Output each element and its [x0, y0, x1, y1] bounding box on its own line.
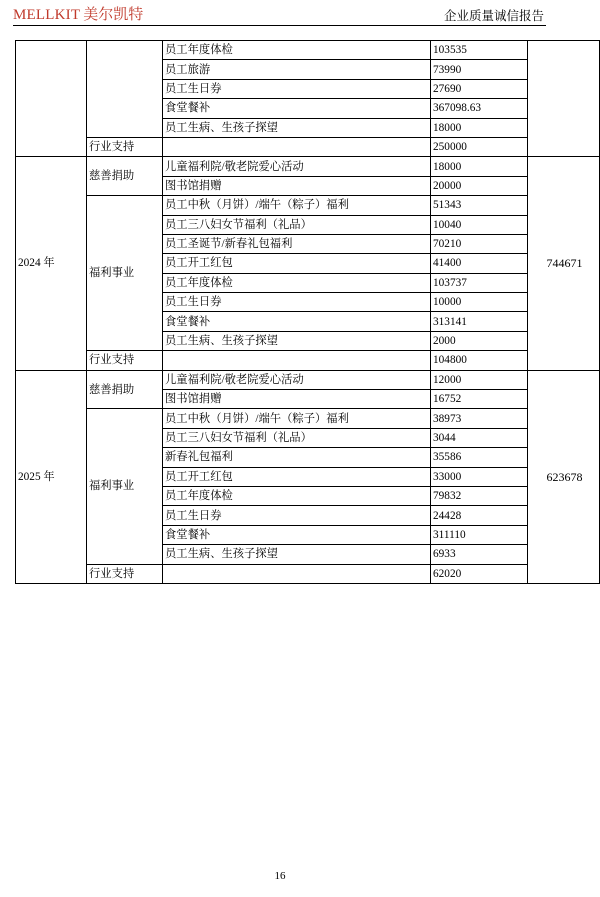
item-cell: 儿童福利院/敬老院爱心活动 — [163, 370, 431, 389]
item-cell: 员工年度体检 — [163, 41, 431, 60]
year-cell: 2024 年 — [16, 157, 87, 370]
item-cell: 员工中秋（月饼）/端午（粽子）福利 — [163, 409, 431, 428]
amount-cell: 38973 — [431, 409, 528, 428]
amount-cell: 103737 — [431, 273, 528, 292]
amount-cell: 311110 — [431, 525, 528, 544]
amount-cell: 20000 — [431, 176, 528, 195]
amount-cell: 35586 — [431, 448, 528, 467]
item-cell: 员工中秋（月饼）/端午（粽子）福利 — [163, 196, 431, 215]
amount-cell: 70210 — [431, 234, 528, 253]
item-cell: 员工开工红包 — [163, 254, 431, 273]
item-cell: 图书馆捐赠 — [163, 390, 431, 409]
total-cell: 623678 — [528, 370, 600, 583]
category-cell: 行业支持 — [87, 137, 163, 156]
amount-cell: 33000 — [431, 467, 528, 486]
amount-cell: 51343 — [431, 196, 528, 215]
brand-cjk: 美尔凯特 — [83, 7, 144, 23]
category-cell — [87, 41, 163, 138]
category-cell: 福利事业 — [87, 196, 163, 351]
item-cell: 员工圣诞节/新春礼包福利 — [163, 234, 431, 253]
item-cell: 员工三八妇女节福利（礼品） — [163, 215, 431, 234]
item-cell: 图书馆捐赠 — [163, 176, 431, 195]
amount-cell: 250000 — [431, 137, 528, 156]
table-row — [16, 564, 600, 583]
category-cell: 行业支持 — [87, 351, 163, 370]
year-cell: 2025 年 — [16, 370, 87, 583]
amount-cell: 103535 — [431, 41, 528, 60]
amount-cell: 10040 — [431, 215, 528, 234]
item-cell: 员工生日券 — [163, 293, 431, 312]
year-cell — [16, 41, 87, 157]
item-cell: 儿童福利院/敬老院爱心活动 — [163, 157, 431, 176]
total-cell — [528, 41, 600, 157]
amount-cell: 12000 — [431, 370, 528, 389]
table-row — [16, 157, 600, 176]
item-cell: 员工年度体检 — [163, 273, 431, 292]
amount-cell: 18000 — [431, 157, 528, 176]
table-row — [16, 137, 600, 156]
item-cell: 食堂餐补 — [163, 312, 431, 331]
brand-logo — [13, 6, 143, 24]
amount-cell: 2000 — [431, 331, 528, 350]
table-row — [16, 351, 600, 370]
item-cell: 员工三八妇女节福利（礼品） — [163, 428, 431, 447]
amount-cell: 367098.63 — [431, 99, 528, 118]
item-cell: 员工生病、生孩子探望 — [163, 331, 431, 350]
page-number: 16 — [274, 870, 286, 882]
item-cell: 员工生病、生孩子探望 — [163, 545, 431, 564]
amount-cell: 62020 — [431, 564, 528, 583]
table-row — [16, 370, 600, 389]
amount-cell: 41400 — [431, 254, 528, 273]
item-cell: 员工年度体检 — [163, 486, 431, 505]
report-title: 企业质量诚信报告 — [443, 9, 544, 23]
amount-cell: 18000 — [431, 118, 528, 137]
total-cell: 744671 — [528, 157, 600, 370]
category-cell: 福利事业 — [87, 409, 163, 564]
item-cell — [163, 137, 431, 156]
brand-latin: MELLKIT — [13, 7, 81, 23]
item-cell: 新春礼包福利 — [163, 448, 431, 467]
item-cell: 员工生日券 — [163, 79, 431, 98]
amount-cell: 24428 — [431, 506, 528, 525]
table-row — [16, 196, 600, 215]
amount-cell: 3044 — [431, 428, 528, 447]
item-cell — [163, 351, 431, 370]
expense-table — [15, 40, 600, 584]
amount-cell: 6933 — [431, 545, 528, 564]
table-row — [16, 41, 600, 60]
category-cell: 慈善捐助 — [87, 157, 163, 196]
item-cell: 员工生病、生孩子探望 — [163, 118, 431, 137]
header-divider — [13, 25, 546, 26]
amount-cell: 79832 — [431, 486, 528, 505]
amount-cell: 104800 — [431, 351, 528, 370]
amount-cell: 16752 — [431, 390, 528, 409]
table-row — [16, 409, 600, 428]
item-cell: 员工生日券 — [163, 506, 431, 525]
amount-cell: 73990 — [431, 60, 528, 79]
item-cell: 员工开工红包 — [163, 467, 431, 486]
amount-cell: 10000 — [431, 293, 528, 312]
item-cell: 食堂餐补 — [163, 525, 431, 544]
category-cell: 慈善捐助 — [87, 370, 163, 409]
category-cell: 行业支持 — [87, 564, 163, 583]
amount-cell: 27690 — [431, 79, 528, 98]
item-cell — [163, 564, 431, 583]
item-cell: 食堂餐补 — [163, 99, 431, 118]
amount-cell: 313141 — [431, 312, 528, 331]
item-cell: 员工旅游 — [163, 60, 431, 79]
